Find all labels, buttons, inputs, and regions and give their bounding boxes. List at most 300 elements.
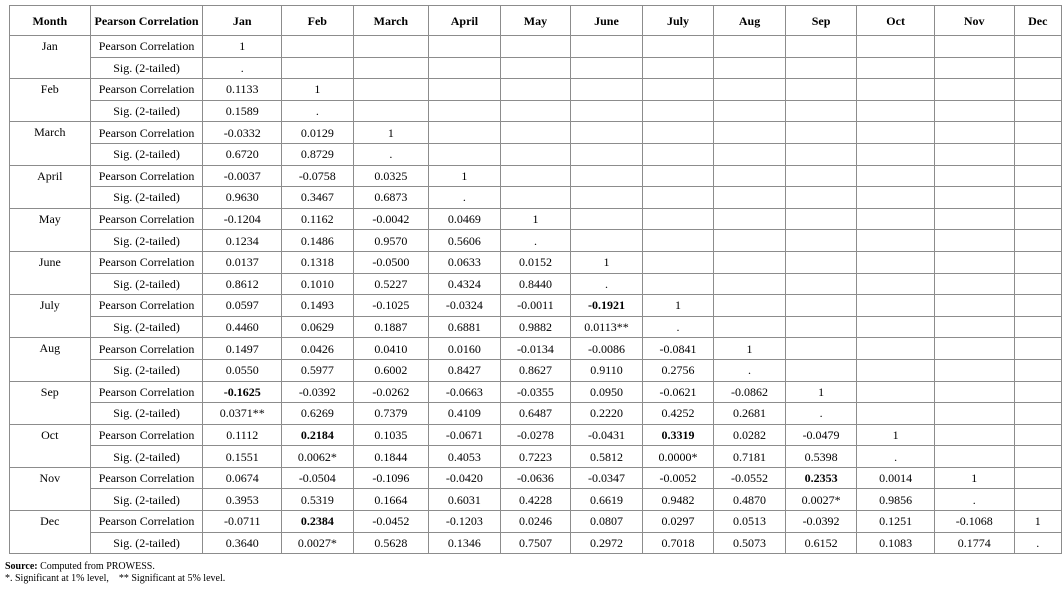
empty-cell xyxy=(714,187,786,209)
column-header: Oct xyxy=(857,6,935,36)
correlation-value: -0.0663 xyxy=(429,381,501,403)
correlation-value: 0.1497 xyxy=(203,338,282,360)
correlation-value: 0.0597 xyxy=(203,295,282,317)
empty-cell xyxy=(1014,79,1062,101)
significance-value: 0.0027* xyxy=(785,489,857,511)
empty-cell xyxy=(934,403,1014,425)
correlation-value: -0.0042 xyxy=(353,208,429,230)
table-row xyxy=(10,532,1062,554)
correlation-value: -0.0355 xyxy=(500,381,571,403)
correlation-value: -0.0862 xyxy=(714,381,786,403)
table-row xyxy=(10,467,1062,489)
empty-cell xyxy=(1014,403,1062,425)
empty-cell xyxy=(500,79,571,101)
significance-value: 0.5606 xyxy=(429,230,501,252)
sig-two-tailed-label: Sig. (2-tailed) xyxy=(90,446,203,468)
empty-cell xyxy=(934,424,1014,446)
correlation-value: -0.0636 xyxy=(500,467,571,489)
empty-cell xyxy=(642,187,714,209)
significance-value: . xyxy=(429,187,501,209)
empty-cell xyxy=(785,122,857,144)
empty-cell xyxy=(934,295,1014,317)
significance-value: 0.7223 xyxy=(500,446,571,468)
empty-cell xyxy=(714,230,786,252)
empty-cell xyxy=(642,208,714,230)
significance-value: 0.0062* xyxy=(282,446,354,468)
correlation-value: 0.0160 xyxy=(429,338,501,360)
empty-cell xyxy=(857,79,935,101)
table-row xyxy=(10,208,1062,230)
significance-value: 0.6487 xyxy=(500,403,571,425)
correlation-value: 0.0513 xyxy=(714,511,786,533)
significance-value: 0.1664 xyxy=(353,489,429,511)
correlation-value: -0.0621 xyxy=(642,381,714,403)
significance-value: 0.0027* xyxy=(282,532,354,554)
significance-value: 0.2972 xyxy=(571,532,643,554)
significance-value: 0.9856 xyxy=(857,489,935,511)
correlation-value: 0.3319 xyxy=(642,424,714,446)
row-month-label: July xyxy=(10,295,91,338)
empty-cell xyxy=(642,57,714,79)
correlation-value: 1 xyxy=(934,467,1014,489)
row-month-label: Oct xyxy=(10,424,91,467)
empty-cell xyxy=(785,57,857,79)
empty-cell xyxy=(714,251,786,273)
column-header: May xyxy=(500,6,571,36)
significance-value: 0.7018 xyxy=(642,532,714,554)
correlation-value: 1 xyxy=(714,338,786,360)
pearson-correlation-label: Pearson Correlation xyxy=(90,251,203,273)
column-header: Sep xyxy=(785,6,857,36)
significance-value: 0.4109 xyxy=(429,403,501,425)
correlation-value: 0.0014 xyxy=(857,467,935,489)
empty-cell xyxy=(714,295,786,317)
significance-value: 0.4870 xyxy=(714,489,786,511)
empty-cell xyxy=(642,122,714,144)
column-header: April xyxy=(429,6,501,36)
empty-cell xyxy=(1014,122,1062,144)
pearson-correlation-label: Pearson Correlation xyxy=(90,295,203,317)
significance-value: 0.6720 xyxy=(203,143,282,165)
empty-cell xyxy=(1014,100,1062,122)
column-header: Aug xyxy=(714,6,786,36)
correlation-value: -0.0671 xyxy=(429,424,501,446)
empty-cell xyxy=(571,100,643,122)
table-row xyxy=(10,100,1062,122)
significance-value: 0.7379 xyxy=(353,403,429,425)
correlation-value: -0.1203 xyxy=(429,511,501,533)
empty-cell xyxy=(429,79,501,101)
empty-cell xyxy=(714,208,786,230)
row-month-label: April xyxy=(10,165,91,208)
empty-cell xyxy=(500,36,571,58)
correlation-value: -0.1025 xyxy=(353,295,429,317)
correlation-value: 0.0129 xyxy=(282,122,354,144)
sig-two-tailed-label: Sig. (2-tailed) xyxy=(90,100,203,122)
empty-cell xyxy=(1014,295,1062,317)
table-row xyxy=(10,446,1062,468)
significance-value: . xyxy=(934,489,1014,511)
significance-value: . xyxy=(857,446,935,468)
empty-cell xyxy=(429,57,501,79)
table-header-row xyxy=(10,6,1062,36)
empty-cell xyxy=(934,79,1014,101)
correlation-value: -0.0037 xyxy=(203,165,282,187)
significance-value: . xyxy=(642,316,714,338)
pearson-correlation-label: Pearson Correlation xyxy=(90,122,203,144)
empty-cell xyxy=(857,165,935,187)
empty-cell xyxy=(857,57,935,79)
significance-value: 0.9110 xyxy=(571,359,643,381)
significance-value: . xyxy=(785,403,857,425)
significance-value: 0.9882 xyxy=(500,316,571,338)
empty-cell xyxy=(1014,251,1062,273)
empty-cell xyxy=(857,100,935,122)
significance-value: 0.1486 xyxy=(282,230,354,252)
empty-cell xyxy=(857,316,935,338)
table-row xyxy=(10,403,1062,425)
empty-cell xyxy=(500,187,571,209)
sig-two-tailed-label: Sig. (2-tailed) xyxy=(90,187,203,209)
empty-cell xyxy=(857,187,935,209)
table-row xyxy=(10,251,1062,273)
empty-cell xyxy=(429,36,501,58)
empty-cell xyxy=(1014,143,1062,165)
correlation-value: 1 xyxy=(203,36,282,58)
significance-value: 0.6269 xyxy=(282,403,354,425)
correlation-value: -0.1068 xyxy=(934,511,1014,533)
empty-cell xyxy=(1014,316,1062,338)
empty-cell xyxy=(714,57,786,79)
table-row xyxy=(10,122,1062,144)
pearson-correlation-label: Pearson Correlation xyxy=(90,511,203,533)
correlation-value: -0.0134 xyxy=(500,338,571,360)
correlation-value: 0.0152 xyxy=(500,251,571,273)
correlation-value: -0.0479 xyxy=(785,424,857,446)
empty-cell xyxy=(1014,57,1062,79)
empty-cell xyxy=(785,230,857,252)
empty-cell xyxy=(1014,165,1062,187)
table-row xyxy=(10,381,1062,403)
column-header: Jan xyxy=(203,6,282,36)
empty-cell xyxy=(934,316,1014,338)
correlation-value: 0.0426 xyxy=(282,338,354,360)
column-header: Dec xyxy=(1014,6,1062,36)
empty-cell xyxy=(1014,467,1062,489)
correlation-value: 0.0674 xyxy=(203,467,282,489)
empty-cell xyxy=(714,100,786,122)
empty-cell xyxy=(500,122,571,144)
empty-cell xyxy=(642,251,714,273)
row-month-label: Aug xyxy=(10,338,91,381)
significance-value: 0.1589 xyxy=(203,100,282,122)
correlation-value: 0.0807 xyxy=(571,511,643,533)
significance-value: 0.9630 xyxy=(203,187,282,209)
correlation-value: -0.0452 xyxy=(353,511,429,533)
empty-cell xyxy=(714,143,786,165)
correlation-value: 1 xyxy=(571,251,643,273)
correlation-value: -0.1921 xyxy=(571,295,643,317)
empty-cell xyxy=(571,165,643,187)
empty-cell xyxy=(500,165,571,187)
pearson-correlation-label: Pearson Correlation xyxy=(90,338,203,360)
empty-cell xyxy=(934,122,1014,144)
correlation-value: 0.1318 xyxy=(282,251,354,273)
sig-two-tailed-label: Sig. (2-tailed) xyxy=(90,143,203,165)
empty-cell xyxy=(857,295,935,317)
significance-value: 0.4228 xyxy=(500,489,571,511)
correlation-value: -0.0420 xyxy=(429,467,501,489)
table-row xyxy=(10,143,1062,165)
empty-cell xyxy=(785,100,857,122)
empty-cell xyxy=(500,100,571,122)
significance-value: 0.0113** xyxy=(571,316,643,338)
correlation-value: 0.0410 xyxy=(353,338,429,360)
significance-value: 0.5812 xyxy=(571,446,643,468)
empty-cell xyxy=(785,251,857,273)
empty-cell xyxy=(571,143,643,165)
sig-two-tailed-label: Sig. (2-tailed) xyxy=(90,316,203,338)
row-month-label: May xyxy=(10,208,91,251)
empty-cell xyxy=(857,122,935,144)
significance-value: 0.5073 xyxy=(714,532,786,554)
empty-cell xyxy=(934,230,1014,252)
empty-cell xyxy=(642,230,714,252)
empty-cell xyxy=(1014,489,1062,511)
empty-cell xyxy=(429,122,501,144)
significance-value: 0.0629 xyxy=(282,316,354,338)
table-row xyxy=(10,273,1062,295)
sig-two-tailed-label: Sig. (2-tailed) xyxy=(90,403,203,425)
empty-cell xyxy=(571,208,643,230)
empty-cell xyxy=(785,295,857,317)
pearson-correlation-label: Pearson Correlation xyxy=(90,165,203,187)
empty-cell xyxy=(934,359,1014,381)
column-header: Feb xyxy=(282,6,354,36)
pearson-correlation-label: Pearson Correlation xyxy=(90,467,203,489)
empty-cell xyxy=(1014,381,1062,403)
correlation-value: -0.1204 xyxy=(203,208,282,230)
significance-value: . xyxy=(282,100,354,122)
table-row xyxy=(10,359,1062,381)
correlation-value: 0.1112 xyxy=(203,424,282,446)
empty-cell xyxy=(571,187,643,209)
empty-cell xyxy=(857,403,935,425)
correlation-value: -0.0392 xyxy=(785,511,857,533)
significance-value: 0.9482 xyxy=(642,489,714,511)
sig-two-tailed-label: Sig. (2-tailed) xyxy=(90,273,203,295)
row-month-label: March xyxy=(10,122,91,165)
empty-cell xyxy=(353,36,429,58)
empty-cell xyxy=(857,230,935,252)
significance-value: 0.0000* xyxy=(642,446,714,468)
sig-two-tailed-label: Sig. (2-tailed) xyxy=(90,230,203,252)
sig-two-tailed-label: Sig. (2-tailed) xyxy=(90,359,203,381)
empty-cell xyxy=(500,143,571,165)
sig-two-tailed-label: Sig. (2-tailed) xyxy=(90,532,203,554)
table-row xyxy=(10,511,1062,533)
significance-value: 0.3953 xyxy=(203,489,282,511)
correlation-value: 0.1493 xyxy=(282,295,354,317)
significance-value: . xyxy=(571,273,643,295)
empty-cell xyxy=(785,36,857,58)
table-row xyxy=(10,295,1062,317)
empty-cell xyxy=(571,57,643,79)
significance-value: 0.4053 xyxy=(429,446,501,468)
correlation-value: 1 xyxy=(353,122,429,144)
empty-cell xyxy=(934,36,1014,58)
row-month-label: Jan xyxy=(10,36,91,79)
empty-cell xyxy=(571,122,643,144)
table-body xyxy=(10,36,1062,554)
correlation-value: -0.0758 xyxy=(282,165,354,187)
significance-value: . xyxy=(353,143,429,165)
empty-cell xyxy=(934,381,1014,403)
significance-value: 0.4252 xyxy=(642,403,714,425)
correlation-value: 0.1162 xyxy=(282,208,354,230)
correlation-value: -0.0262 xyxy=(353,381,429,403)
table-notes xyxy=(5,561,225,585)
empty-cell xyxy=(642,100,714,122)
empty-cell xyxy=(785,79,857,101)
empty-cell xyxy=(934,100,1014,122)
empty-cell xyxy=(1014,359,1062,381)
empty-cell xyxy=(714,165,786,187)
significance-value: 0.8627 xyxy=(500,359,571,381)
empty-cell xyxy=(857,143,935,165)
correlation-value: -0.0500 xyxy=(353,251,429,273)
correlation-value: -0.0052 xyxy=(642,467,714,489)
correlation-value: 1 xyxy=(282,79,354,101)
empty-cell xyxy=(353,79,429,101)
table-row xyxy=(10,165,1062,187)
empty-cell xyxy=(785,208,857,230)
empty-cell xyxy=(785,359,857,381)
source-label: Source: xyxy=(5,561,38,572)
empty-cell xyxy=(571,79,643,101)
correlation-value: -0.1096 xyxy=(353,467,429,489)
correlation-value: 1 xyxy=(429,165,501,187)
significance-value: 0.2220 xyxy=(571,403,643,425)
significance-value: 0.3467 xyxy=(282,187,354,209)
significance-value: . xyxy=(1014,532,1062,554)
column-header: Month xyxy=(10,6,91,36)
empty-cell xyxy=(429,143,501,165)
empty-cell xyxy=(642,143,714,165)
significance-value: 0.1234 xyxy=(203,230,282,252)
column-header: June xyxy=(571,6,643,36)
empty-cell xyxy=(642,165,714,187)
correlation-value: 0.0469 xyxy=(429,208,501,230)
pearson-correlation-label: Pearson Correlation xyxy=(90,381,203,403)
column-header: March xyxy=(353,6,429,36)
significance-value: 0.6031 xyxy=(429,489,501,511)
table-row xyxy=(10,36,1062,58)
column-header: Pearson Correlation xyxy=(90,6,203,36)
empty-cell xyxy=(282,57,354,79)
correlation-value: -0.1625 xyxy=(203,381,282,403)
row-month-label: Nov xyxy=(10,467,91,510)
row-month-label: Dec xyxy=(10,511,91,554)
significance-value: 0.6002 xyxy=(353,359,429,381)
empty-cell xyxy=(785,187,857,209)
empty-cell xyxy=(934,251,1014,273)
source-text: Computed from PROWESS. xyxy=(37,561,155,572)
correlation-value: 0.0633 xyxy=(429,251,501,273)
significance-value: 0.7181 xyxy=(714,446,786,468)
empty-cell xyxy=(857,36,935,58)
significance-value: 0.8729 xyxy=(282,143,354,165)
significance-value: 0.0371** xyxy=(203,403,282,425)
row-month-label: Sep xyxy=(10,381,91,424)
correlation-value: 0.0137 xyxy=(203,251,282,273)
correlation-value: 1 xyxy=(785,381,857,403)
empty-cell xyxy=(785,316,857,338)
empty-cell xyxy=(1014,187,1062,209)
empty-cell xyxy=(714,273,786,295)
empty-cell xyxy=(934,143,1014,165)
empty-cell xyxy=(642,273,714,295)
significance-value: 0.1551 xyxy=(203,446,282,468)
empty-cell xyxy=(714,36,786,58)
empty-cell xyxy=(857,208,935,230)
significance-value: . xyxy=(714,359,786,381)
table-row xyxy=(10,424,1062,446)
correlation-value: 1 xyxy=(1014,511,1062,533)
significance-value: 0.5227 xyxy=(353,273,429,295)
correlation-value: -0.0324 xyxy=(429,295,501,317)
pearson-correlation-label: Pearson Correlation xyxy=(90,79,203,101)
significance-value: 0.9570 xyxy=(353,230,429,252)
empty-cell xyxy=(785,165,857,187)
sig-two-tailed-label: Sig. (2-tailed) xyxy=(90,489,203,511)
significance-value: 0.6619 xyxy=(571,489,643,511)
correlation-value: 0.1133 xyxy=(203,79,282,101)
empty-cell xyxy=(785,143,857,165)
significance-value: 0.8612 xyxy=(203,273,282,295)
correlation-value: 1 xyxy=(500,208,571,230)
empty-cell xyxy=(714,122,786,144)
correlation-value: 0.0950 xyxy=(571,381,643,403)
significance-value: 0.5977 xyxy=(282,359,354,381)
empty-cell xyxy=(934,165,1014,187)
correlation-value: -0.0332 xyxy=(203,122,282,144)
table-row xyxy=(10,316,1062,338)
significance-value: 0.5628 xyxy=(353,532,429,554)
correlation-value: 0.1035 xyxy=(353,424,429,446)
correlation-value: -0.0711 xyxy=(203,511,282,533)
empty-cell xyxy=(429,100,501,122)
table-row xyxy=(10,57,1062,79)
empty-cell xyxy=(571,230,643,252)
correlation-value: 1 xyxy=(857,424,935,446)
significance-value: 0.8427 xyxy=(429,359,501,381)
significance-value: 0.2681 xyxy=(714,403,786,425)
table-row xyxy=(10,79,1062,101)
significance-value: 0.8440 xyxy=(500,273,571,295)
correlation-value: 0.0297 xyxy=(642,511,714,533)
significance-value: 0.2756 xyxy=(642,359,714,381)
correlation-value: -0.0392 xyxy=(282,381,354,403)
significance-value: 0.0550 xyxy=(203,359,282,381)
pearson-correlation-label: Pearson Correlation xyxy=(90,208,203,230)
correlation-value: -0.0278 xyxy=(500,424,571,446)
empty-cell xyxy=(571,36,643,58)
correlation-value: 1 xyxy=(642,295,714,317)
correlation-value: 0.2384 xyxy=(282,511,354,533)
significance-value: 0.5398 xyxy=(785,446,857,468)
significance-value: 0.1010 xyxy=(282,273,354,295)
